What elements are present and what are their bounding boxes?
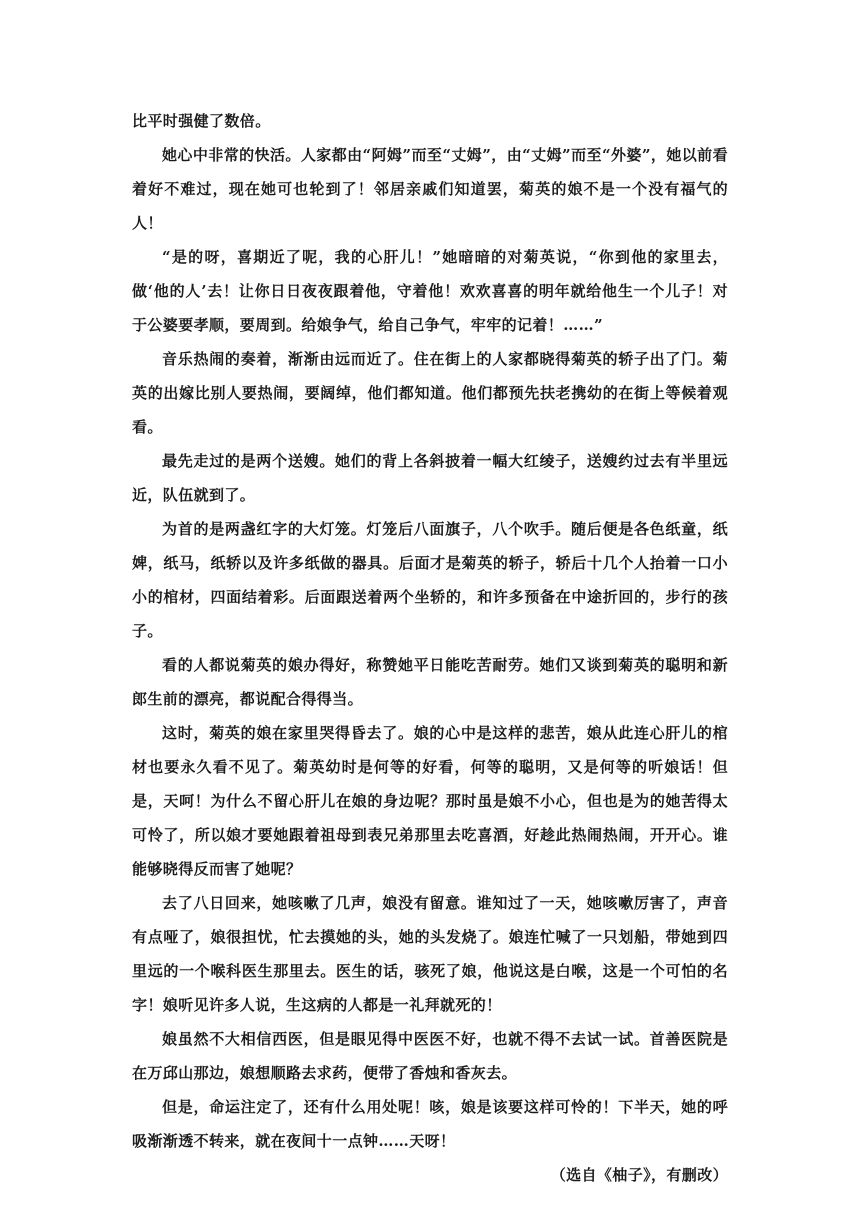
document-page xyxy=(132,104,728,1192)
paragraph-4: 音乐热闹的奏着，渐渐由远而近了。住在街上的人家都晓得菊英的轿子出了门。菊英的出嫁比别人要热闹，要阔绰，他们都知道。他们都预先扶老携幼的在街上等候着观看。 xyxy=(132,350,728,436)
paragraph-2: 她心中非常的快活。人家都由“阿姆”而至“丈姆”，由“丈姆”而至“外婆”，她以前看着好不难过，现在她可也轮到了！邻居亲戚们知道罢，菊英的娘不是一个没有福气的人！ xyxy=(132,146,728,232)
source-citation: （选自《柚子》，有删改） xyxy=(550,1166,728,1184)
paragraph-5: 最先走过的是两个送嫂。她们的背上各斜披着一幅大红绫子，送嫂约过去有半里远近，队伍就到了。 xyxy=(132,452,728,504)
paragraph-6: 为首的是两盏红字的大灯笼。灯笼后八面旗子，八个吹手。随后便是各色纸童，纸婢，纸马，纸轿以及许多纸做的器具。后面才是菊英的轿子，轿后十几个人抬着一口小小的棺材，四面结着彩。后面跟送着两个坐轿的，和许多预备在中途折回的，步行的孩子。 xyxy=(132,520,728,640)
paragraph-7: 看的人都说菊英的娘办得好，称赞她平日能吃苦耐劳。她们又谈到菊英的聪明和新郎生前的漂亮，都说配合得得当。 xyxy=(132,656,728,708)
paragraph-11: 但是，命运注定了，还有什么用处呢！咳，娘是该要这样可怜的！下半天，她的呼吸渐渐透不转来，就在夜间十一点钟……天呀！ xyxy=(132,1098,728,1150)
paragraph-8: 这时，菊英的娘在家里哭得昏去了。娘的心中是这样的悲苦，娘从此连心肝儿的棺材也要永久看不见了。菊英幼时是何等的好看，何等的聪明，又是何等的听娘话！但是，天呵！为什么不留心肝儿在娘的身边呢？那时虽是娘不小心，但也是为的她苦得太可怜了，所以娘才要她跟着祖母到表兄弟那里去吃喜酒，好趁此热闹热闹，开开心。谁能够晓得反而害了她呢？ xyxy=(132,724,728,878)
paragraph-10: 娘虽然不大相信西医，但是眼见得中医医不好，也就不得不去试一试。首善医院是在万邱山那边，娘想顺路去求药，便带了香烛和香灰去。 xyxy=(132,1030,728,1082)
paragraph-9: 去了八日回来，她咳嗽了几声，娘没有留意。谁知过了一天，她咳嗽厉害了，声音有点哑了，娘很担忧，忙去摸她的头，她的头发烧了。娘连忙喊了一只划船，带她到四里远的一个喉科医生那里去。医生的话，骇死了娘，他说这是白喉，这是一个可怕的名字！娘听见许多人说，生这病的人都是一礼拜就死的！ xyxy=(132,894,728,1014)
paragraph-1: 比平时强健了数倍。 xyxy=(132,112,271,130)
paragraph-3: “是的呀，喜期近了呢，我的心肝儿！”她暗暗的对菊英说，“你到他的家里去，做‘他的人’去！让你日日夜夜跟着他，守着他！欢欢喜喜的明年就给他生一个儿子！对于公婆要孝顺，要周到。给娘争气，给自己争气，牢牢的记着！……” xyxy=(132,248,728,334)
